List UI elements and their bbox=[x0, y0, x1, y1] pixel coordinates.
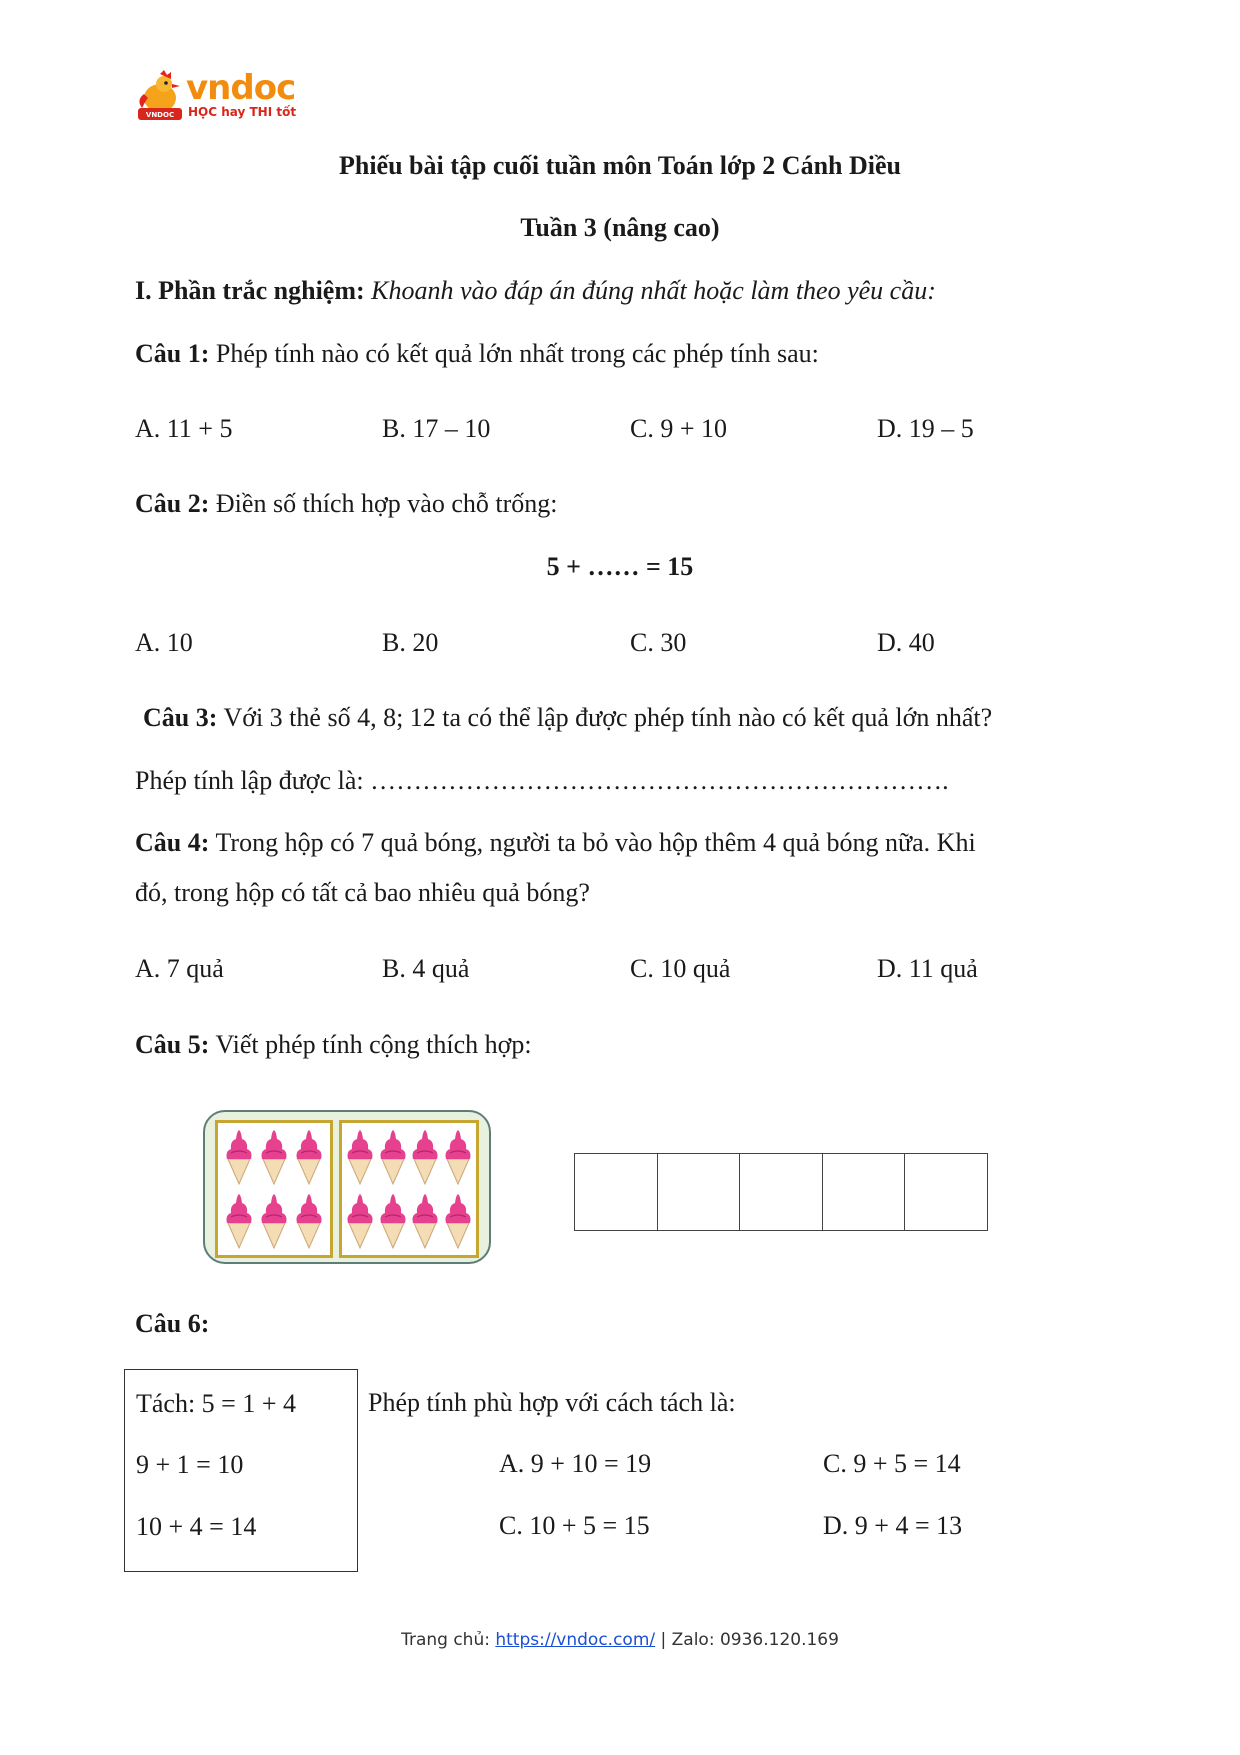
q2-option-b[interactable]: B. 20 bbox=[382, 628, 439, 657]
q2-label: Câu 2: bbox=[135, 489, 210, 518]
ice-cream-cone-icon bbox=[411, 1129, 439, 1185]
q6-option-c-second[interactable]: C. 10 + 5 = 15 bbox=[499, 1511, 650, 1540]
ice-cream-cone-icon bbox=[260, 1193, 288, 1249]
q3-text: Với 3 thẻ số 4, 8; 12 ta có thể lập được phép tính nào có kết quả lớn nhất? bbox=[223, 703, 993, 732]
q5-answer-boxes bbox=[574, 1153, 988, 1231]
q1-option-b[interactable]: B. 17 – 10 bbox=[382, 414, 491, 443]
q4-option-a[interactable]: A. 7 quả bbox=[135, 954, 224, 983]
answer-box[interactable] bbox=[575, 1154, 658, 1230]
q3-label: Câu 3: bbox=[143, 703, 218, 732]
answer-box[interactable] bbox=[740, 1154, 823, 1230]
q4-option-c[interactable]: C. 10 quả bbox=[630, 954, 731, 983]
section-1-heading: I. Phần trắc nghiệm: bbox=[135, 276, 365, 305]
q6-split-line: 9 + 1 = 10 bbox=[136, 1450, 244, 1479]
ice-cream-cone-icon bbox=[444, 1129, 472, 1185]
q2-text: Điền số thích hợp vào chỗ trống: bbox=[215, 489, 558, 518]
ice-cream-cone-icon bbox=[225, 1129, 253, 1185]
q1-option-d[interactable]: D. 19 – 5 bbox=[877, 414, 974, 443]
q1-text: Phép tính nào có kết quả lớn nhất trong các phép tính sau: bbox=[215, 339, 819, 368]
q6-split-box bbox=[124, 1369, 358, 1572]
q2-prompt bbox=[135, 488, 558, 520]
q6-split-line: Tách: 5 = 1 + 4 bbox=[136, 1389, 297, 1418]
ice-cream-cone-icon bbox=[379, 1129, 407, 1185]
ice-cream-cone-icon bbox=[346, 1193, 374, 1249]
q5-text: Viết phép tính cộng thích hợp: bbox=[215, 1030, 532, 1059]
ice-cream-picture bbox=[203, 1110, 491, 1264]
ice-cream-cone-icon bbox=[346, 1129, 374, 1185]
q6-option-a[interactable]: A. 9 + 10 = 19 bbox=[499, 1449, 652, 1478]
q4-option-d[interactable]: D. 11 quả bbox=[877, 954, 978, 983]
q6-prompt: Phép tính phù hợp với cách tách là: bbox=[368, 1388, 736, 1417]
ice-cream-cone-icon bbox=[295, 1193, 323, 1249]
q4-label: Câu 4: bbox=[135, 828, 210, 857]
answer-box[interactable] bbox=[658, 1154, 741, 1230]
logo-tagline: HỌC hay THI tốt bbox=[188, 105, 297, 119]
q6-option-c-first[interactable]: C. 9 + 5 = 14 bbox=[823, 1449, 961, 1478]
q4-text-line-1: Trong hộp có 7 quả bóng, người ta bỏ vào hộp thêm 4 quả bóng nữa. Khi bbox=[215, 828, 976, 857]
ice-cream-cone-icon bbox=[260, 1129, 288, 1185]
page-subtitle: Tuần 3 (nâng cao) bbox=[520, 213, 720, 242]
vndoc-logo bbox=[134, 68, 304, 128]
q5-prompt bbox=[135, 1029, 532, 1061]
q6-label: Câu 6: bbox=[135, 1309, 210, 1338]
logo-wordmark: vndoc bbox=[186, 68, 296, 108]
footer-contact: | Zalo: 0936.120.169 bbox=[660, 1630, 839, 1650]
q6-split-line: 10 + 4 = 14 bbox=[136, 1512, 257, 1541]
q4-prompt-line-1 bbox=[135, 827, 976, 859]
q1-label: Câu 1: bbox=[135, 339, 210, 368]
q2-option-a[interactable]: A. 10 bbox=[135, 628, 193, 657]
ice-cream-group-left bbox=[215, 1120, 333, 1258]
q3-prompt bbox=[143, 702, 992, 734]
q1-option-c[interactable]: C. 9 + 10 bbox=[630, 414, 728, 443]
ice-cream-cone-icon bbox=[295, 1129, 323, 1185]
q2-option-c[interactable]: C. 30 bbox=[630, 628, 687, 657]
ice-cream-cone-icon bbox=[225, 1193, 253, 1249]
ice-cream-cone-icon bbox=[444, 1193, 472, 1249]
page-title: Phiếu bài tập cuối tuần môn Toán lớp 2 Cánh Diều bbox=[338, 151, 901, 180]
ice-cream-cone-icon bbox=[379, 1193, 407, 1249]
answer-box[interactable] bbox=[905, 1154, 987, 1230]
footer-prefix: Trang chủ: bbox=[401, 1630, 490, 1650]
svg-text:VNDOC: VNDOC bbox=[145, 111, 175, 119]
section-1-instruction: Khoanh vào đáp án đúng nhất hoặc làm theo yêu cầu: bbox=[371, 276, 936, 305]
ice-cream-cone-icon bbox=[411, 1193, 439, 1249]
q1-option-a[interactable]: A. 11 + 5 bbox=[135, 414, 233, 443]
q1-prompt bbox=[135, 338, 819, 370]
page-footer bbox=[0, 1628, 1240, 1652]
ice-cream-group-right bbox=[339, 1120, 479, 1258]
q4-option-b[interactable]: B. 4 quả bbox=[382, 954, 470, 983]
homepage-link[interactable]: https://vndoc.com/ bbox=[495, 1630, 656, 1650]
answer-box[interactable] bbox=[823, 1154, 906, 1230]
q6-option-d[interactable]: D. 9 + 4 = 13 bbox=[823, 1511, 963, 1540]
q5-label: Câu 5: bbox=[135, 1030, 210, 1059]
q2-equation: 5 + …… = 15 bbox=[546, 552, 694, 581]
q2-option-d[interactable]: D. 40 bbox=[877, 628, 935, 657]
section-1-heading-row bbox=[135, 275, 936, 307]
q3-answer-line[interactable]: Phép tính lập được là: …………………………………………………………. bbox=[135, 766, 949, 795]
rooster-mascot-icon bbox=[134, 70, 186, 124]
q4-text-line-2: đó, trong hộp có tất cả bao nhiêu quả bóng? bbox=[135, 878, 590, 907]
